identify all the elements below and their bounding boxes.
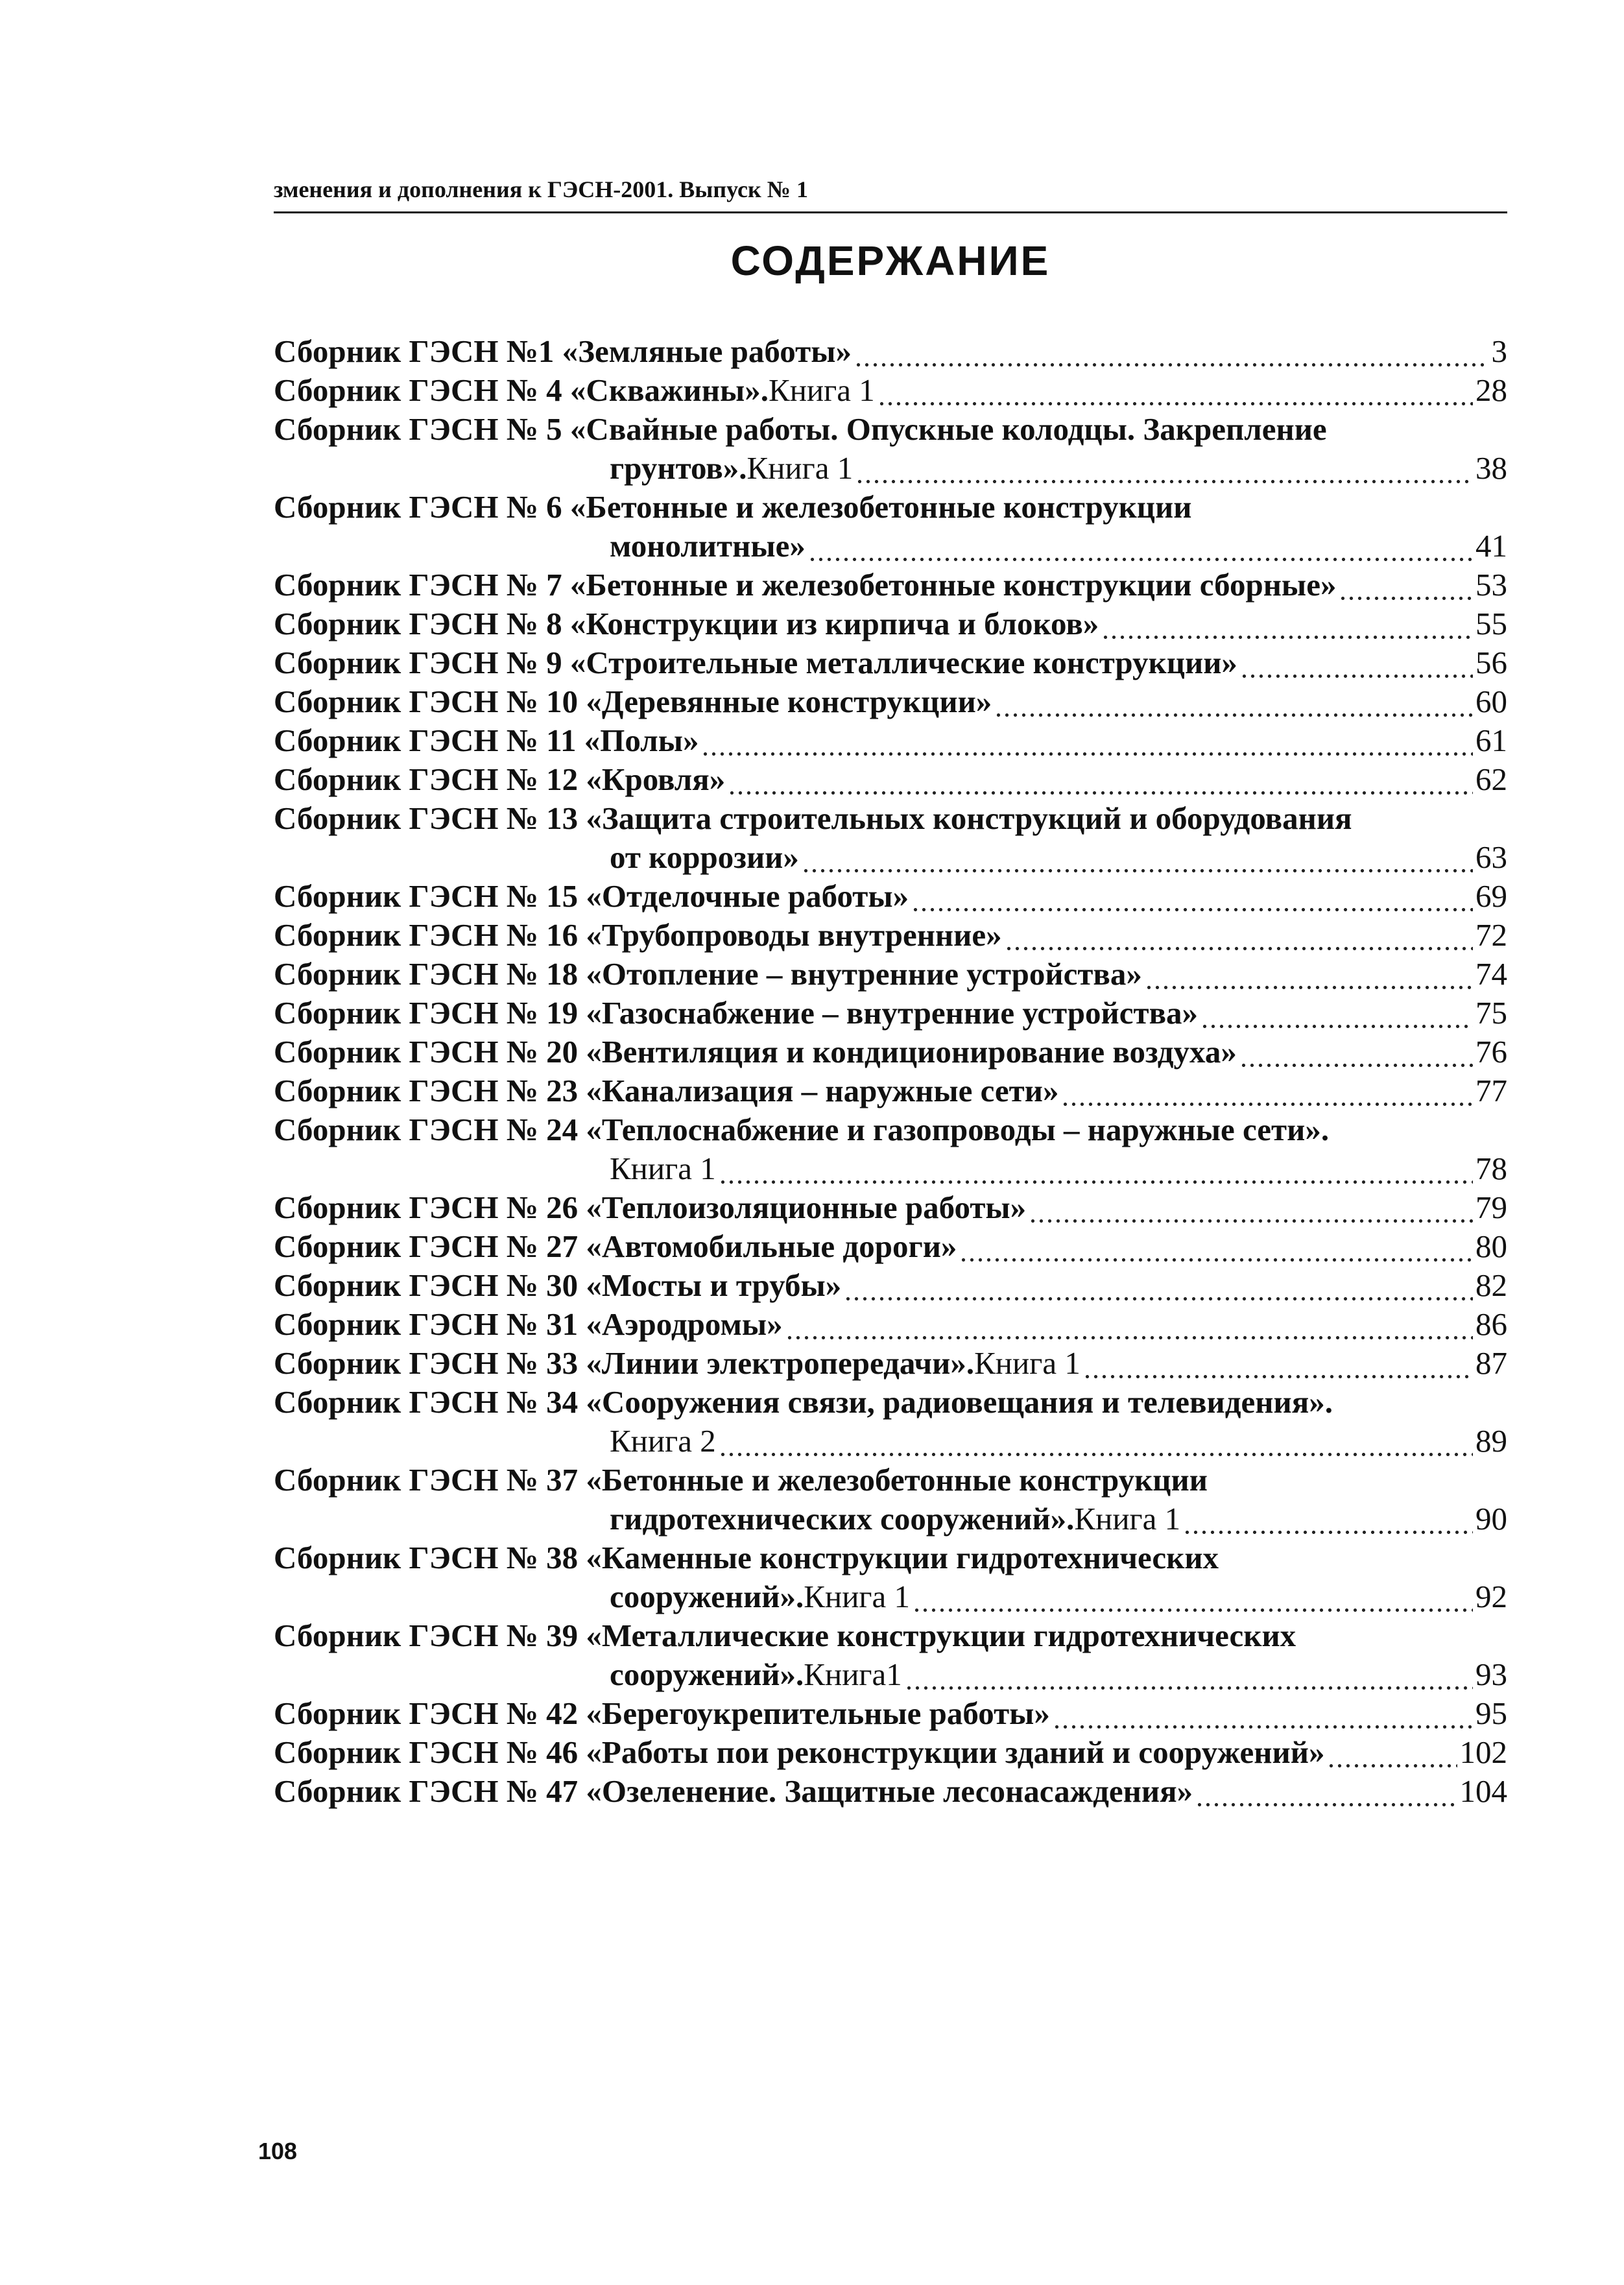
toc-title-continued: гидротехнических сооружений». [610, 1501, 1075, 1537]
header-rule [274, 211, 1507, 213]
toc-title: Сборник ГЭСН № 38 «Каменные конструкции гидротехнических [274, 1540, 1219, 1575]
toc-book-note: Книга 1 [804, 1579, 911, 1614]
toc-page-number: 74 [1475, 956, 1507, 992]
dot-leader [1083, 1344, 1473, 1383]
dot-leader [1183, 1500, 1473, 1538]
toc-line [274, 332, 1507, 371]
toc-title: Сборник ГЭСН № 24 «Теплоснабжение и газопроводы – наружные сети». [274, 1112, 1330, 1147]
toc-page-number: 69 [1475, 878, 1507, 914]
toc-page-number: 80 [1475, 1228, 1507, 1264]
toc-book-note: Книга 1 [746, 450, 854, 486]
dot-leader [1200, 994, 1473, 1033]
dot-leader [1240, 643, 1473, 682]
toc-line [274, 877, 1507, 916]
toc-line [274, 488, 1507, 527]
table-of-contents [274, 332, 1507, 1811]
toc-entry[interactable] [274, 1383, 1507, 1461]
toc-page-number: 75 [1475, 995, 1507, 1031]
toc-entry[interactable] [274, 1188, 1507, 1227]
toc-line [274, 643, 1507, 682]
toc-line [274, 1772, 1507, 1811]
toc-title: Сборник ГЭСН № 11 «Полы» [274, 723, 699, 758]
toc-entry[interactable] [274, 1772, 1507, 1811]
toc-entry[interactable] [274, 566, 1507, 604]
toc-line [274, 760, 1507, 799]
toc-page-number: 38 [1475, 450, 1507, 486]
toc-book-note: Книга 1 [1074, 1501, 1181, 1537]
toc-entry[interactable] [274, 955, 1507, 994]
toc-title: Сборник ГЭСН №1 «Земляные работы» [274, 333, 852, 369]
toc-book-note: Книга 1 [974, 1345, 1081, 1381]
toc-line [274, 566, 1507, 604]
dot-leader [1327, 1733, 1457, 1772]
toc-title: Сборник ГЭСН № 10 «Деревянные конструкции» [274, 684, 992, 719]
toc-entry[interactable] [274, 916, 1507, 955]
toc-line [274, 1188, 1507, 1227]
toc-title: Сборник ГЭСН № 33 «Линии электропередачи». [274, 1345, 975, 1381]
toc-entry[interactable] [274, 1305, 1507, 1344]
toc-title: Сборник ГЭСН № 19 «Газоснабжение – внутренние устройства» [274, 995, 1199, 1031]
toc-page-number: 53 [1475, 567, 1507, 603]
toc-line [274, 955, 1507, 994]
toc-title: Сборник ГЭСН № 46 «Работы пои реконструкции зданий и сооружений» [274, 1734, 1325, 1770]
toc-book-note: Книга 1 [610, 1151, 716, 1186]
toc-title: Сборник ГЭСН № 31 «Аэродромы» [274, 1306, 783, 1342]
toc-line [274, 604, 1507, 643]
toc-book-note: Книга1 [804, 1657, 902, 1692]
toc-entry[interactable] [274, 1033, 1507, 1071]
toc-page-number: 95 [1475, 1695, 1507, 1731]
toc-line [274, 916, 1507, 955]
toc-title: Сборник ГЭСН № 16 «Трубопроводы внутренние» [274, 917, 1002, 953]
toc-entry[interactable] [274, 1461, 1507, 1538]
toc-line-continued [274, 1149, 1507, 1188]
toc-entry[interactable] [274, 799, 1507, 877]
toc-line [274, 994, 1507, 1033]
dot-leader [1239, 1033, 1473, 1071]
dot-leader [844, 1266, 1473, 1305]
dot-leader [878, 371, 1473, 410]
dot-leader [1195, 1772, 1457, 1811]
toc-line [274, 682, 1507, 721]
toc-title: Сборник ГЭСН № 39 «Металлические конструкции гидротехнических [274, 1618, 1296, 1653]
toc-line [274, 1616, 1507, 1655]
toc-page-number: 82 [1475, 1267, 1507, 1303]
toc-entry[interactable] [274, 877, 1507, 916]
toc-entry[interactable] [274, 1227, 1507, 1266]
toc-page-number: 62 [1475, 761, 1507, 797]
toc-page-number: 28 [1475, 372, 1507, 408]
toc-entry[interactable] [274, 332, 1507, 371]
toc-entry[interactable] [274, 760, 1507, 799]
running-header: зменения и дополнения к ГЭСН-2001. Выпуск № 1 [274, 176, 808, 202]
toc-page-number: 55 [1475, 606, 1507, 641]
toc-title-continued: грунтов». [610, 450, 747, 486]
toc-entry[interactable] [274, 410, 1507, 488]
toc-page-number: 76 [1475, 1034, 1507, 1070]
dot-leader [1061, 1071, 1473, 1110]
toc-line [274, 1733, 1507, 1772]
toc-line [274, 1538, 1507, 1577]
toc-title: Сборник ГЭСН № 26 «Теплоизоляционные работы» [274, 1190, 1027, 1225]
toc-page-number: 77 [1475, 1073, 1507, 1108]
dot-leader [701, 721, 1473, 760]
dot-leader [1005, 916, 1473, 955]
toc-line [274, 1694, 1507, 1733]
toc-entry[interactable] [274, 1616, 1507, 1694]
toc-line-continued [274, 1500, 1507, 1538]
dot-leader [1145, 955, 1473, 994]
toc-title-continued: сооружений». [610, 1579, 804, 1614]
toc-title: Сборник ГЭСН № 37 «Бетонные и железобетонные конструкции [274, 1462, 1208, 1498]
toc-title: Сборник ГЭСН № 13 «Защита строительных конструкций и оборудования [274, 800, 1352, 836]
toc-title: Сборник ГЭСН № 23 «Канализация – наружные сети» [274, 1073, 1059, 1108]
toc-page-number: 41 [1475, 528, 1507, 564]
toc-line-continued [274, 1422, 1507, 1461]
toc-line-continued [274, 1655, 1507, 1694]
toc-line [274, 1110, 1507, 1149]
toc-line-continued [274, 838, 1507, 877]
dot-leader [1029, 1188, 1473, 1227]
toc-page-number: 56 [1475, 645, 1507, 680]
toc-entry[interactable] [274, 488, 1507, 566]
toc-line [274, 1461, 1507, 1500]
toc-title: Сборник ГЭСН № 42 «Берегоукрепительные работы» [274, 1695, 1050, 1731]
dot-leader [911, 877, 1473, 916]
toc-title-continued: от коррозии» [610, 839, 799, 875]
toc-title: Сборник ГЭСН № 20 «Вентиляция и кондиционирование воздуха» [274, 1034, 1237, 1070]
toc-page-number: 92 [1475, 1579, 1507, 1614]
toc-title: Сборник ГЭСН № 6 «Бетонные и железобетонные конструкции [274, 489, 1192, 525]
toc-line [274, 1344, 1507, 1383]
toc-line [274, 721, 1507, 760]
toc-page-number: 60 [1475, 684, 1507, 719]
dot-leader [913, 1577, 1473, 1616]
toc-book-note: Книга 1 [769, 372, 875, 408]
toc-page-number: 63 [1475, 839, 1507, 875]
toc-entry[interactable] [274, 721, 1507, 760]
toc-line [274, 1383, 1507, 1422]
toc-page-number: 61 [1475, 723, 1507, 758]
toc-title: Сборник ГЭСН № 34 «Сооружения связи, радиовещания и телевидения». [274, 1384, 1333, 1420]
dot-leader [994, 682, 1473, 721]
toc-page-number: 79 [1475, 1190, 1507, 1225]
toc-entry[interactable] [274, 994, 1507, 1033]
toc-line [274, 799, 1507, 838]
toc-page-number: 72 [1475, 917, 1507, 953]
toc-page-number: 78 [1475, 1151, 1507, 1186]
dot-leader [802, 838, 1473, 877]
toc-line-continued [274, 527, 1507, 566]
toc-title: Сборник ГЭСН № 47 «Озеленение. Защитные лесонасаждения» [274, 1773, 1193, 1809]
toc-title: Сборник ГЭСН № 27 «Автомобильные дороги» [274, 1228, 957, 1264]
dot-leader [959, 1227, 1473, 1266]
dot-leader [854, 332, 1489, 371]
dot-leader [785, 1305, 1473, 1344]
page-title: СОДЕРЖАНИЕ [730, 237, 1051, 284]
page-number: 108 [258, 2138, 298, 2164]
toc-title: Сборник ГЭСН № 30 «Мосты и трубы» [274, 1267, 842, 1303]
toc-line-continued [274, 449, 1507, 488]
toc-entry[interactable] [274, 1071, 1507, 1110]
toc-entry[interactable] [274, 371, 1507, 410]
toc-page-number: 102 [1459, 1734, 1507, 1770]
toc-entry[interactable] [274, 643, 1507, 682]
toc-title: Сборник ГЭСН № 4 «Скважины». [274, 372, 769, 408]
dot-leader [905, 1655, 1473, 1694]
dot-leader [1101, 604, 1473, 643]
toc-title: Сборник ГЭСН № 5 «Свайные работы. Опускные колодцы. Закрепление [274, 411, 1327, 447]
toc-page-number: 104 [1459, 1773, 1507, 1809]
toc-title: Сборник ГЭСН № 8 «Конструкции из кирпича и блоков» [274, 606, 1099, 641]
toc-title: Сборник ГЭСН № 18 «Отопление – внутренние устройства» [274, 956, 1142, 992]
dot-leader [855, 449, 1473, 488]
toc-title: Сборник ГЭСН № 9 «Строительные металлические конструкции» [274, 645, 1237, 680]
toc-title: Сборник ГЭСН № 12 «Кровля» [274, 761, 726, 797]
dot-leader [719, 1149, 1473, 1188]
toc-book-note: Книга 2 [610, 1423, 716, 1459]
toc-page-number: 86 [1475, 1306, 1507, 1342]
toc-title: Сборник ГЭСН № 15 «Отделочные работы» [274, 878, 909, 914]
dot-leader [1339, 566, 1473, 604]
toc-line-continued [274, 1577, 1507, 1616]
toc-title: Сборник ГЭСН № 7 «Бетонные и железобетонные конструкции сборные» [274, 567, 1337, 603]
dot-leader [1053, 1694, 1473, 1733]
toc-page-number: 89 [1475, 1423, 1507, 1459]
dot-leader [728, 760, 1473, 799]
toc-entry[interactable] [274, 604, 1507, 643]
toc-page-number: 90 [1475, 1501, 1507, 1537]
toc-entry[interactable] [274, 1538, 1507, 1616]
toc-entry[interactable] [274, 1344, 1507, 1383]
toc-line [274, 371, 1507, 410]
dot-leader [719, 1422, 1473, 1461]
toc-title-continued: монолитные» [610, 528, 806, 564]
toc-page-number: 87 [1475, 1345, 1507, 1381]
toc-entry[interactable] [274, 1266, 1507, 1305]
dot-leader [808, 527, 1473, 566]
toc-line [274, 1305, 1507, 1344]
toc-page-number: 3 [1491, 333, 1507, 369]
toc-entry[interactable] [274, 1694, 1507, 1733]
toc-title-continued: сооружений». [610, 1657, 804, 1692]
toc-entry[interactable] [274, 1733, 1507, 1772]
toc-entry[interactable] [274, 1110, 1507, 1188]
toc-line [274, 410, 1507, 449]
toc-line [274, 1227, 1507, 1266]
toc-line [274, 1266, 1507, 1305]
toc-entry[interactable] [274, 682, 1507, 721]
toc-page-number: 93 [1475, 1657, 1507, 1692]
toc-line [274, 1071, 1507, 1110]
toc-line [274, 1033, 1507, 1071]
